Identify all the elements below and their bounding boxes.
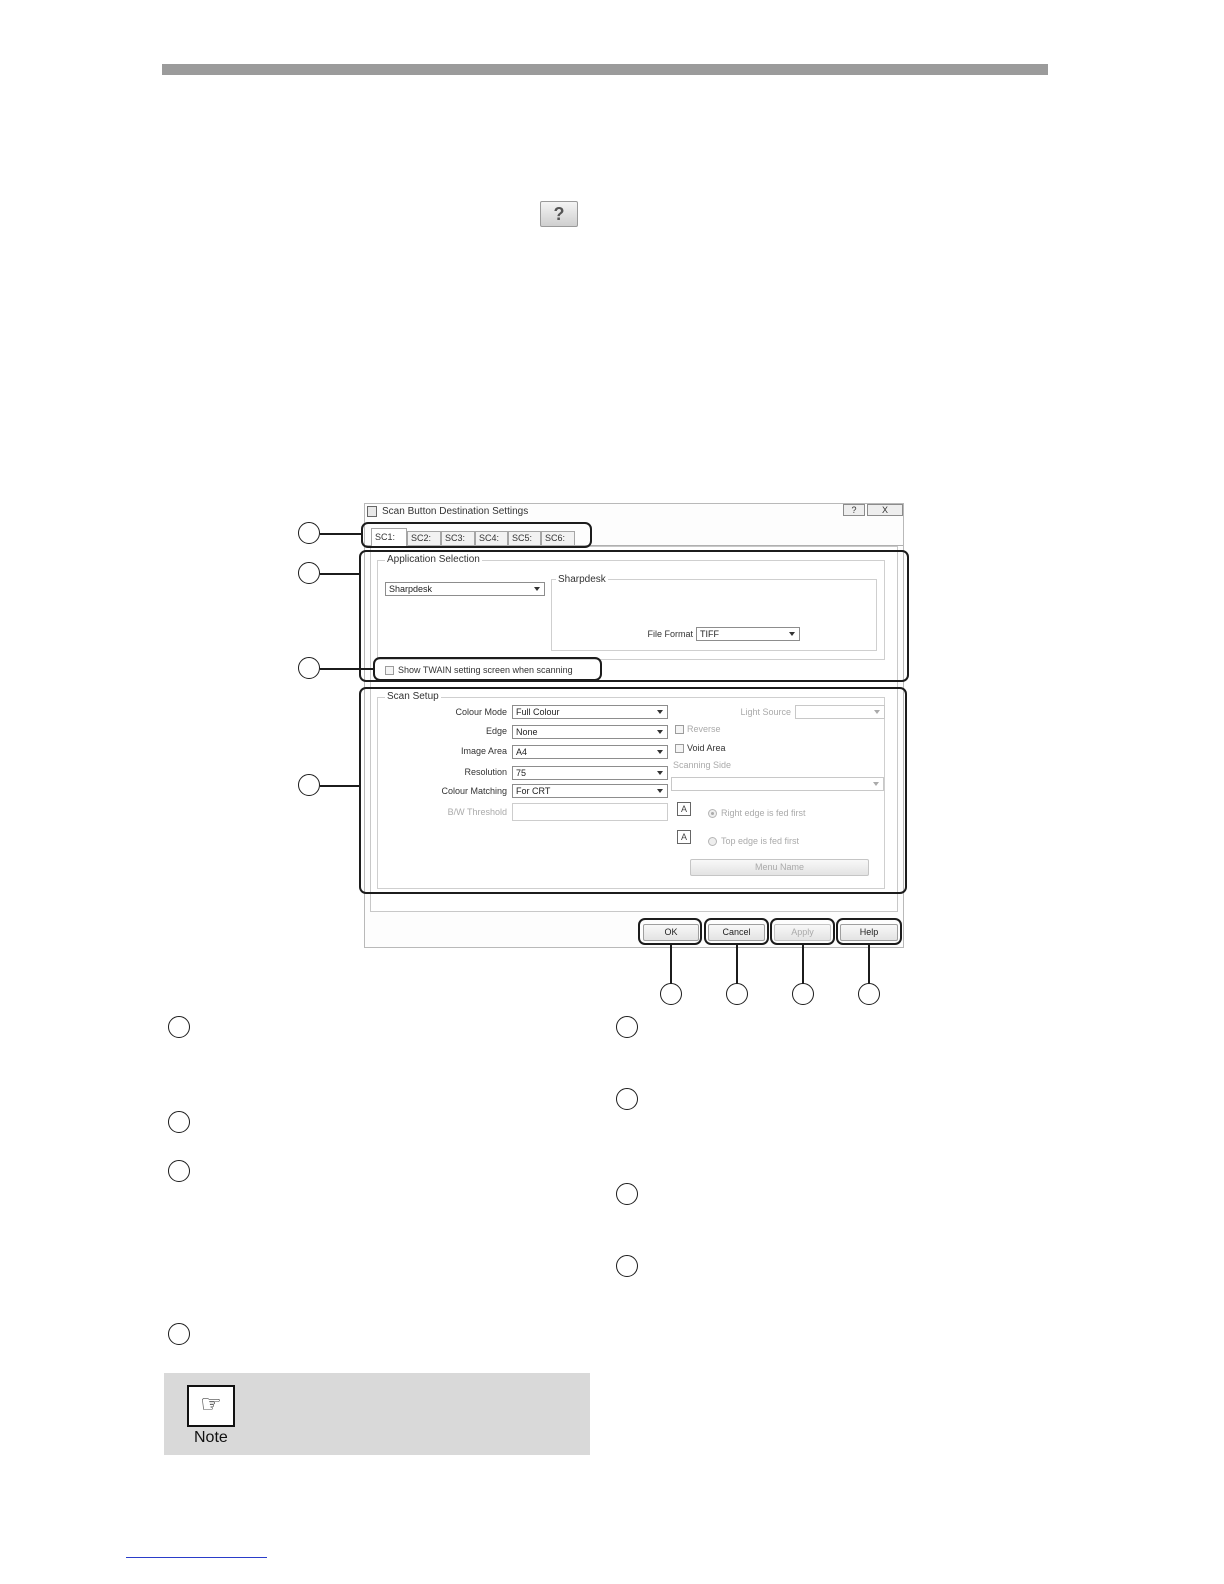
colour-matching-label: Colour Matching [441, 786, 507, 796]
right-edge-orientation-icon: A [677, 802, 691, 816]
image-area-label: Image Area [460, 746, 507, 756]
colour-mode-select[interactable]: Full Colour [512, 705, 668, 719]
footer-link-underline [126, 1557, 267, 1558]
callout-circle [660, 983, 682, 1005]
file-format-label: File Format [647, 629, 693, 639]
leader-line [320, 785, 360, 787]
scanning-side-label: Scanning Side [673, 760, 732, 770]
leader-line [320, 668, 374, 670]
top-edge-label: Top edge is fed first [721, 836, 800, 846]
ok-button[interactable]: OK [643, 924, 699, 941]
list-marker-circle [616, 1255, 638, 1277]
colour-matching-select[interactable]: For CRT [512, 784, 668, 798]
edge-label: Edge [485, 726, 507, 736]
tab-sc1[interactable]: SC1: [371, 528, 407, 546]
application-selection-label: Application Selection [387, 554, 480, 565]
app-window-icon [367, 506, 377, 517]
reverse-label: Reverse [687, 724, 721, 734]
leader-line [868, 945, 870, 984]
callout-frame-help [836, 918, 902, 945]
bw-threshold-label: B/W Threshold [447, 807, 507, 817]
menu-name-button[interactable]: Menu Name [690, 859, 869, 876]
callout-circle [298, 657, 320, 679]
title-help-button[interactable]: ? [843, 504, 865, 516]
leader-line [736, 945, 738, 984]
top-edge-orientation-icon: A [677, 830, 691, 844]
callout-frame-apply [770, 918, 835, 945]
list-marker-circle [168, 1111, 190, 1133]
tab-sc4[interactable]: SC4: [475, 531, 508, 545]
list-marker-circle [168, 1160, 190, 1182]
callout-circle [858, 983, 880, 1005]
light-source-label: Light Source [740, 707, 791, 717]
callout-circle [298, 774, 320, 796]
callout-circle [792, 983, 814, 1005]
edge-select[interactable]: None [512, 725, 668, 739]
callout-frame-twain [373, 657, 602, 681]
tab-sc3[interactable]: SC3: [441, 531, 475, 545]
apply-button[interactable]: Apply [774, 924, 831, 941]
image-area-select[interactable]: A4 [512, 745, 668, 759]
callout-frame-scan-setup [359, 687, 907, 894]
file-format-select[interactable]: TIFF [696, 627, 800, 641]
help-button[interactable]: Help [840, 924, 898, 941]
show-twain-label: Show TWAIN setting screen when scanning [398, 665, 573, 675]
resolution-label: Resolution [464, 767, 507, 777]
application-select[interactable]: Sharpdesk [385, 582, 545, 596]
leader-line [802, 945, 804, 984]
list-marker-circle [616, 1016, 638, 1038]
list-marker-circle [616, 1088, 638, 1110]
help-question-icon: ? [540, 201, 578, 227]
title-close-button[interactable]: X [867, 504, 903, 516]
tab-sc2[interactable]: SC2: [407, 531, 441, 545]
list-marker-circle [168, 1323, 190, 1345]
cancel-button[interactable]: Cancel [708, 924, 765, 941]
right-edge-label: Right edge is fed first [721, 808, 806, 818]
callout-frame-ok [638, 918, 702, 945]
resolution-select[interactable]: 75 [512, 766, 668, 780]
list-marker-circle [168, 1016, 190, 1038]
note-label: Note [194, 1429, 228, 1446]
callout-frame-cancel [704, 918, 769, 945]
dialog-title: Scan Button Destination Settings [382, 506, 529, 517]
callout-circle [298, 522, 320, 544]
callout-circle [726, 983, 748, 1005]
header-rule [162, 64, 1048, 75]
callout-frame-tabs [361, 522, 592, 548]
pointing-hand-icon: ☞ [187, 1385, 235, 1427]
sharpdesk-group-label: Sharpdesk [558, 574, 606, 585]
void-area-label: Void Area [687, 743, 726, 753]
list-marker-circle [616, 1183, 638, 1205]
leader-line [670, 945, 672, 984]
scan-setup-label: Scan Setup [387, 691, 439, 702]
tab-sc5[interactable]: SC5: [508, 531, 541, 545]
tab-sc6[interactable]: SC6: [541, 531, 575, 545]
callout-circle [298, 562, 320, 584]
colour-mode-label: Colour Mode [455, 707, 507, 717]
leader-line [320, 533, 362, 535]
leader-line [320, 573, 360, 575]
